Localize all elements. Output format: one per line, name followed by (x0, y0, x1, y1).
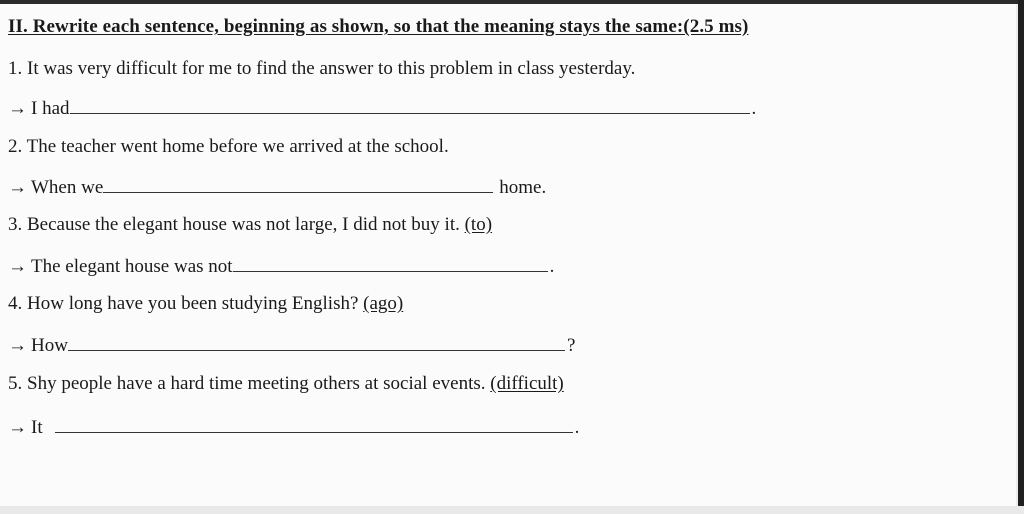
arrow-icon: → (8, 335, 27, 356)
question-2-text: The teacher went home before we arrived at the school. (26, 136, 449, 157)
arrow-icon: → (8, 256, 27, 277)
question-3 (8, 213, 492, 237)
arrow-icon: → (8, 98, 27, 119)
answer-line-3 (8, 253, 554, 279)
answer-2-blank[interactable] (103, 174, 493, 193)
answer-1-blank[interactable] (70, 95, 750, 114)
answer-1-end: . (751, 98, 757, 119)
question-2 (8, 135, 449, 159)
question-4-number: 4. (8, 293, 23, 314)
answer-line-1 (8, 95, 756, 121)
answer-5-start: It (31, 417, 43, 438)
answer-2-end: home. (499, 177, 547, 198)
answer-line-5 (8, 414, 579, 440)
answer-2-start: When we (31, 177, 104, 198)
answer-3-start: The elegant house was not (31, 256, 233, 277)
question-5-text: Shy people have a hard time meeting others at social events. (27, 373, 486, 394)
arrow-icon: → (8, 417, 27, 438)
bottom-strip (0, 506, 1024, 514)
arrow-icon: → (8, 177, 27, 198)
section-title: II. Rewrite each sentence, beginning as shown, so that the meaning stays the same:(2.5 ms) (8, 16, 749, 37)
question-3-hint: (to) (464, 214, 493, 235)
question-3-number: 3. (8, 214, 23, 235)
answer-4-start: How (31, 335, 68, 356)
answer-4-end: ? (566, 335, 576, 356)
answer-line-2 (8, 174, 546, 200)
answer-5-end: . (574, 417, 580, 438)
answer-line-4 (8, 332, 575, 358)
answer-3-blank[interactable] (233, 253, 548, 272)
question-1 (8, 57, 635, 81)
question-4-hint: (ago) (363, 293, 404, 314)
question-5-number: 5. (8, 373, 23, 394)
answer-5-blank[interactable] (55, 414, 573, 433)
question-4-text: How long have you been studying English? (27, 293, 359, 314)
question-3-text: Because the elegant house was not large, I did not buy it. (27, 214, 460, 235)
question-1-text: It was very difficult for me to find the answer to this problem in class yesterday. (27, 58, 636, 79)
question-2-number: 2. (8, 136, 23, 157)
question-5 (8, 372, 564, 396)
question-4 (8, 292, 403, 316)
answer-4-blank[interactable] (68, 332, 565, 351)
answer-3-end: . (549, 256, 555, 277)
answer-1-start: I had (31, 98, 70, 119)
question-5-hint: (difficult) (490, 373, 564, 394)
question-1-number: 1. (8, 58, 23, 79)
image-edge (1018, 0, 1024, 514)
worksheet-page (0, 4, 1018, 506)
